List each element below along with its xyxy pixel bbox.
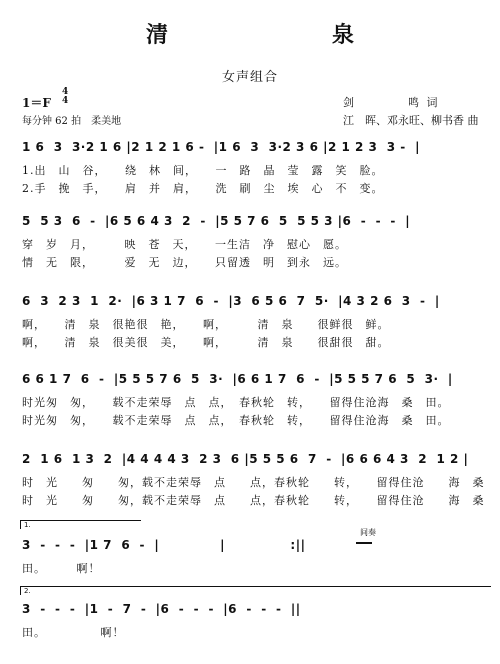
lyric-line: 时 光 匆 匆，载不走荣辱 点 点，春秋轮 转， 留得住沧 海 桑 (22, 494, 485, 507)
lyric-line: 田。 啊！ (22, 626, 125, 639)
notation-line: 2 1 6 1 3 2 |4 4 4 4 3 2 3 6 |5 5 5 6 7 - |6 6 6 4 3 2 1 2 | (22, 452, 469, 466)
volta-number: 1. (24, 521, 31, 529)
key-signature: 1＝F (22, 96, 51, 110)
lyric-line: 情 无 限， 爱 无 边， 只留透 明 到永 远。 (22, 256, 347, 269)
lyric-line: 啊， 清 泉 很艳很 艳， 啊， 清 泉 很鲜很 鲜。 (22, 318, 390, 331)
lyricist-credit: 剑 鸣 词 (343, 96, 440, 109)
volta-bracket (20, 586, 491, 595)
notation-line: 6 3 2 3 1 2· |6 3 1 7 6 - |3 6 5 6 7 5· |4 3 2 6 3 - | (22, 294, 440, 308)
lyric-line: 2.手 挽 手， 肩 并 肩， 洗 刷 尘 埃 心 不 变。 (22, 182, 384, 195)
lyric-line: 啊， 清 泉 很美很 美， 啊， 清 泉 很甜很 甜。 (22, 336, 390, 349)
lyric-line: 1.出 山 谷， 绕 林 间， 一 路 晶 莹 露 笑 脸。 (22, 164, 384, 177)
time-signature (62, 88, 68, 106)
interlude-label: 间奏 (360, 528, 376, 537)
composer-credit: 江 晖、邓永旺、柳书香 曲 (343, 114, 479, 127)
meter-top: 4 (62, 87, 69, 97)
volta-bracket (20, 520, 141, 529)
meter-bottom: 4 (62, 96, 69, 106)
lyric-line: 田。 啊！ (22, 562, 101, 575)
notation-line: 1 6 3 3·2 1 6 |2 1 2 1 6 - |1 6 3 3·2 3 6 |2 1 2 3 3 - | (22, 140, 421, 154)
multi-measure-rest (356, 542, 372, 544)
tempo-marking: 每分钟 62 拍 柔美地 (22, 116, 122, 127)
page-title: 清 泉 (145, 22, 394, 48)
lyric-line: 穿 岁 月， 映 苍 天， 一生洁 净 慰心 愿。 (22, 238, 347, 251)
subtitle: 女声组合 (221, 70, 278, 85)
notation-line: 3 - - - |1 - 7 - |6 - - - |6 - - - || (22, 602, 301, 616)
notation-line: 3 - - - |1 7 6 - | | :|| (22, 538, 306, 552)
notation-line: 6 6 1 7 6 - |5 5 5 7 6 5 3· |6 6 1 7 6 - |5 5 5 7 6 5 3· | (22, 372, 453, 386)
lyric-line: 时 光 匆 匆，载不走荣辱 点 点，春秋轮 转， 留得住沧 海 桑 (22, 476, 485, 489)
lyric-line: 时光匆 匆， 载不走荣辱 点 点， 春秋轮 转， 留得住沧海 桑 田。 (22, 414, 450, 427)
lyric-line: 时光匆 匆， 载不走荣辱 点 点， 春秋轮 转， 留得住沧海 桑 田。 (22, 396, 450, 409)
volta-number: 2. (24, 587, 31, 595)
notation-line: 5 5 3 6 - |6 5 6 4 3 2 - |5 5 7 6 5 5 5 3 |6 - - - | (22, 214, 411, 228)
